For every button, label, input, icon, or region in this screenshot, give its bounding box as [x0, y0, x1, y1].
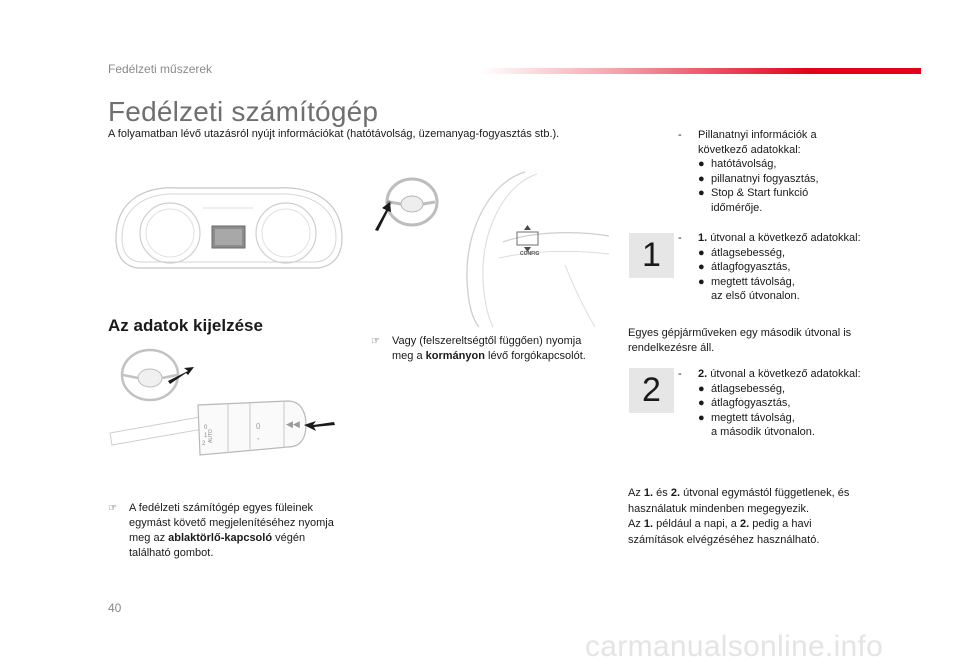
svg-text:1: 1	[204, 433, 208, 439]
header-accent-bar	[480, 68, 921, 74]
stalk-auto-label: AUTO	[208, 429, 214, 443]
steering-wheel-config-illustration	[455, 170, 610, 328]
svg-text:0: 0	[256, 422, 261, 431]
second-route-note: Egyes gépjárműveken egy második útvonal is rendelkezésre áll.	[628, 327, 852, 354]
steering-wheel-thumbnail	[372, 172, 440, 234]
trip-2-block: - 2. útvonal a következő adatokkal: ● átlagsebesség, ● átlagfogyasztás, ● megtett távolság, a második útvonalon.	[678, 368, 861, 438]
page-title: Fedélzeti számítógép	[108, 96, 379, 127]
svg-text:2: 2	[202, 441, 206, 447]
intro-text: A folyamatban lévő utazásról nyújt információkat (hatótávolság, üzemanyag-fogyasztás stb.).	[108, 128, 560, 140]
wiper-stalk-illustration	[108, 345, 336, 473]
caption-wiper-stalk: ☞ A fedélzeti számítógép egyes füleinek egymást követő megjelenítéséhez nyomja meg az ablaktörlő-kapcsoló végén található gombot.	[108, 502, 334, 559]
running-header: Fedélzeti műszerek	[108, 62, 213, 76]
routes-note: Az 1. és 2. útvonal egymástól függetlenek, és használatuk mindenben megegyezik. Az 1. például a napi, a 2. pedig a havi számítások elvégzéséhez használható.	[628, 487, 850, 546]
trip-1-block: - 1. útvonal a következő adatokkal: ● átlagsebesség, ● átlagfogyasztás, ● megtett távolság, az első útvonalon.	[678, 232, 861, 302]
pointer-icon: ☞	[371, 336, 380, 347]
trip-1-number-box: 1	[629, 233, 674, 278]
section-title: Az adatok kijelzése	[108, 316, 263, 335]
trip-2-number-box: 2	[629, 368, 674, 413]
pointer-icon: ☞	[108, 503, 117, 514]
svg-text:◀◀: ◀◀	[286, 419, 300, 429]
page-number: 40	[108, 601, 122, 615]
caption-steering-wheel: ☞ Vagy (felszereltségtől függően) nyomja meg a kormányon lévő forgókapcsolót.	[371, 335, 586, 362]
svg-text:0: 0	[204, 425, 208, 431]
watermark: carmanualsonline.info	[585, 630, 884, 663]
instrument-cluster-illustration	[108, 178, 348, 278]
instant-info-block: - Pillanatnyi információk a következő adatokkal: ● hatótávolság, ● pillanatnyi fogyasztás, ● Stop & Start funkció időmérője.	[678, 129, 819, 214]
config-label: CONFIG	[520, 251, 540, 257]
svg-text:◔: ◔	[256, 437, 260, 443]
